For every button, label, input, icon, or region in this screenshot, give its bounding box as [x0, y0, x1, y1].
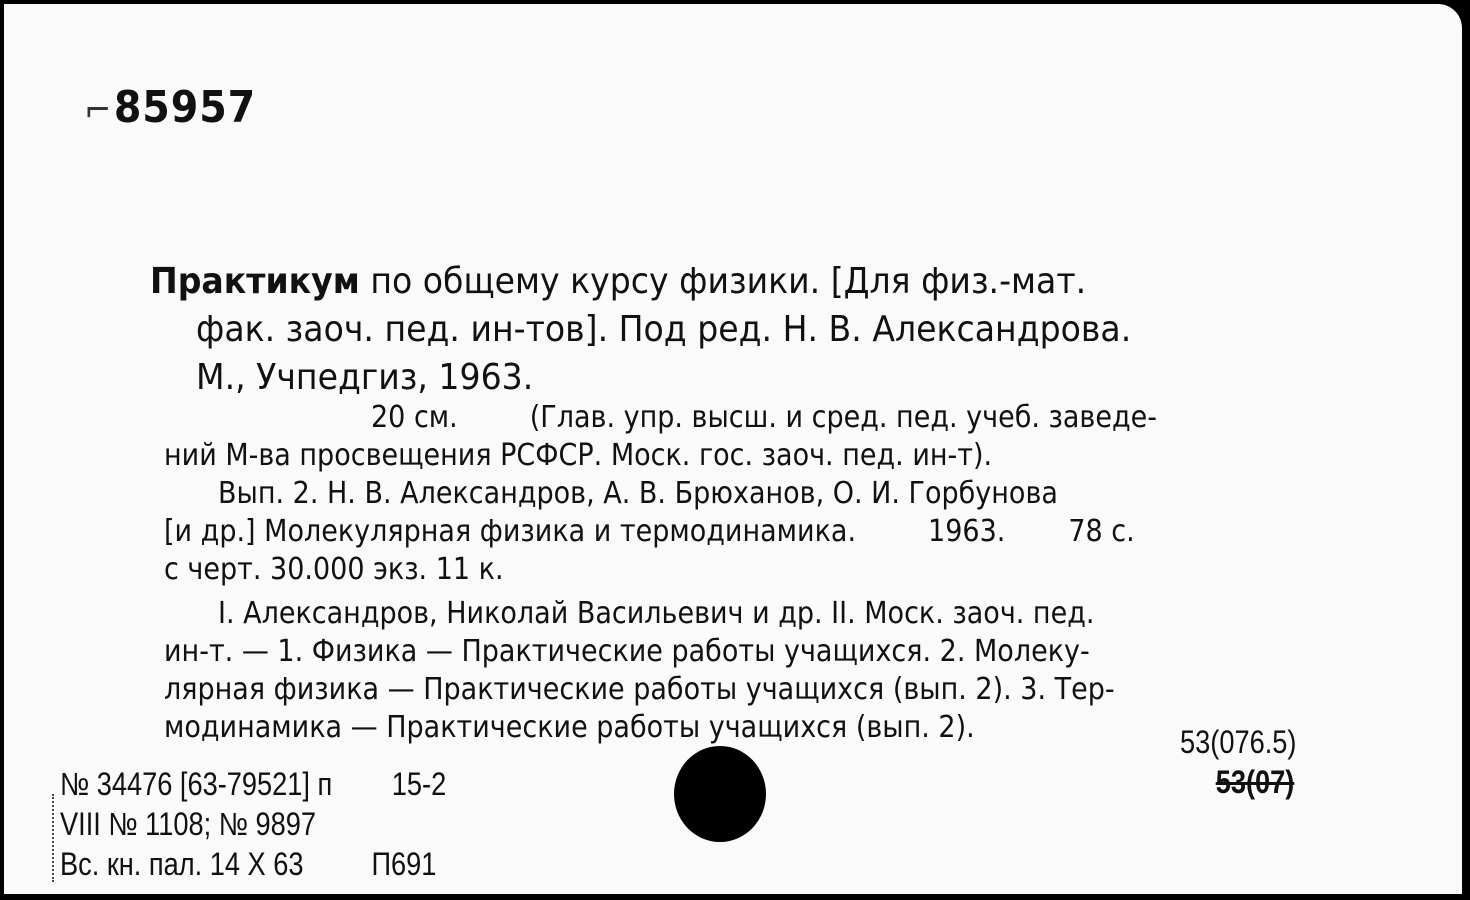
card-metadata — [60, 764, 446, 884]
meta-line-2: VIII № 1108; № 9897 — [60, 806, 316, 842]
desc-pages: 78 с. — [1068, 514, 1135, 549]
desc-line-4: [и др.] Молекулярная физика и термодинамика. — [164, 514, 857, 549]
meta-code: 15-2 — [391, 766, 447, 802]
heading-rest: по общему курсу физики. [Для физ.-мат. — [370, 261, 1087, 302]
card-description — [164, 399, 1226, 747]
heading-title: Практикум — [150, 261, 360, 302]
inventory-number: ⌐85957 — [84, 82, 257, 133]
meta-cutter: П691 — [371, 846, 437, 882]
catalog-card — [4, 4, 1462, 894]
classification-index — [1180, 722, 1296, 802]
subject-line-4: модинамика — Практические работы учащихся (вып. 2). — [164, 710, 975, 745]
meta-order-number: № 34476 [63-79521] п — [60, 766, 333, 802]
subject-line-2: ин-т. — 1. Физика — Практические работы учащихся. 2. Молеку- — [164, 634, 1090, 669]
subject-line-1: I. Александров, Николай Васильевич и др. II. Моск. заоч. пед. — [218, 596, 1095, 631]
card-heading — [150, 258, 1226, 402]
desc-line-5: с черт. 30.000 экз. 11 к. — [164, 552, 504, 587]
card-edge-mark — [52, 794, 57, 882]
desc-line-2: ний М-ва просвещения РСФСР. Моск. гос. заоч. пед. ин-т). — [164, 438, 993, 473]
punch-hole — [674, 746, 766, 842]
desc-series: (Глав. упр. высш. и сред. пед. учеб. заведе- — [529, 400, 1157, 435]
desc-line-3: Вып. 2. Н. В. Александров, А. В. Брюханов, О. И. Горбунова — [218, 476, 1058, 511]
heading-line-3: М., Учпедгиз, 1963. — [196, 357, 534, 398]
subject-line-3: лярная физика — Практические работы учащихся (вып. 2). 3. Тер- — [164, 672, 1115, 707]
class-index-old: 53(07) — [1215, 764, 1295, 800]
meta-chamber: Вс. кн. пал. 14 X 63 — [60, 846, 304, 882]
class-index-current: 53(076.5) — [1180, 724, 1297, 760]
stamp-mark-icon: ⌐ — [84, 90, 113, 131]
desc-year: 1963. — [928, 514, 1006, 549]
heading-line-2: фак. заоч. пед. ин-тов]. Под ред. Н. В. Александрова. — [196, 309, 1132, 350]
desc-size: 20 см. — [371, 400, 458, 435]
